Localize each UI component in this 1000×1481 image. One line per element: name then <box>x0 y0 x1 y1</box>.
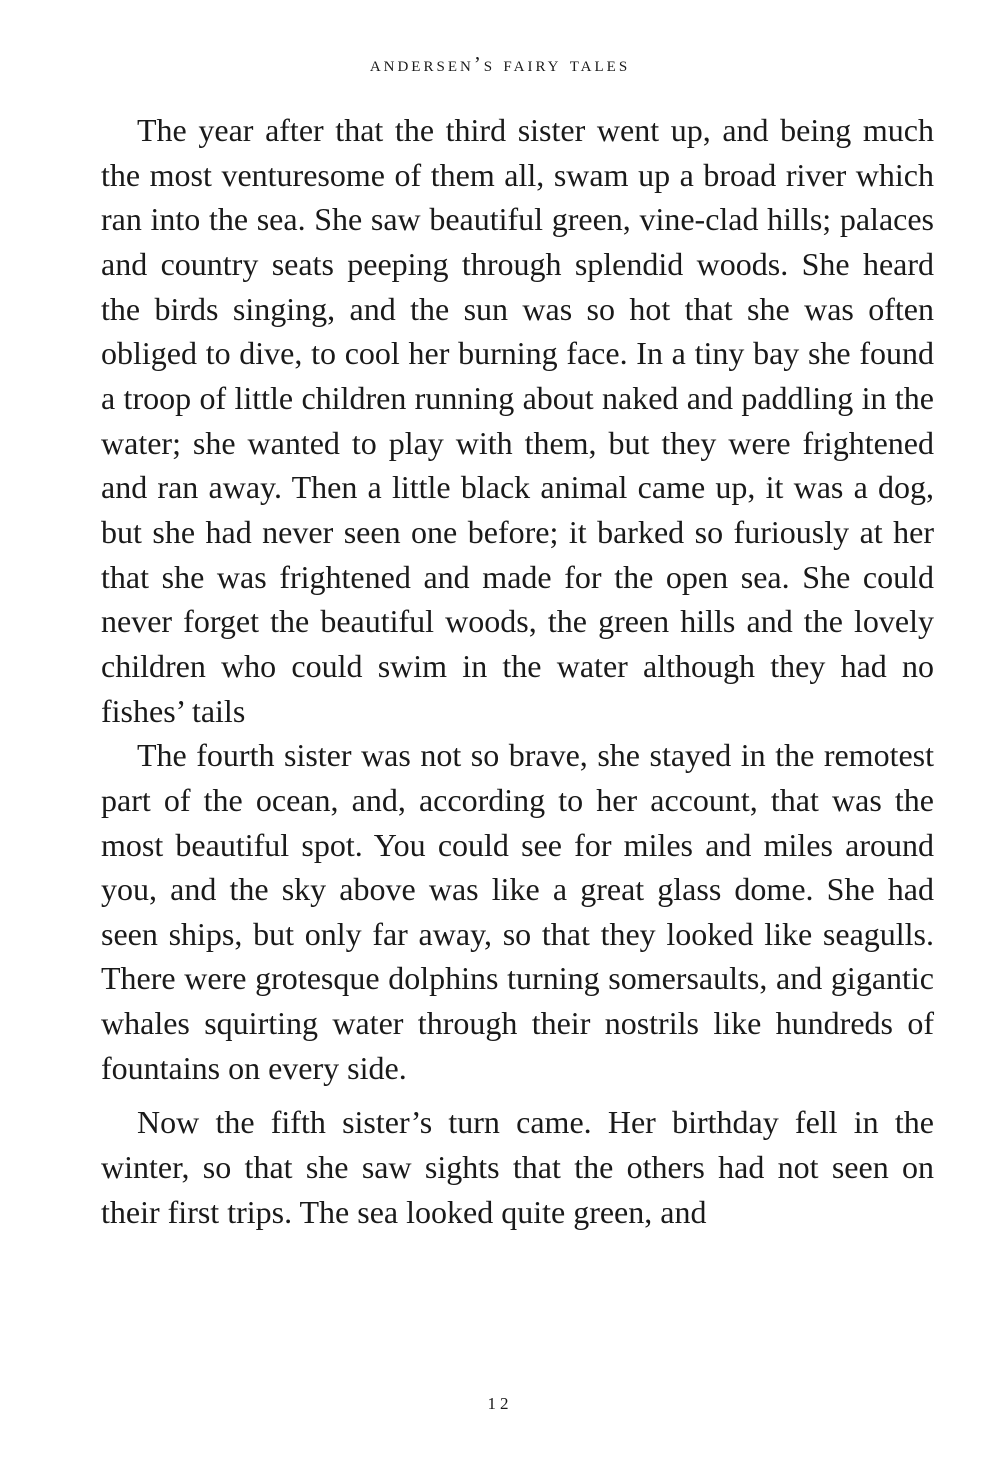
paragraph-fourth-sister: The fourth sister was not so brave, she stayed in the remotest part of the ocean, and, according to her account, that was the most beautiful spot. You could see for miles and miles around you, and the sky above was like a great glass dome. She had seen ships, but only far away, so that they looked like seagulls. There were grotesque dolphins turning somersaults, and gigantic whales squirting water through their nostrils like hundreds of fountains on every side. <box>101 737 934 1086</box>
running-head: andersen’s fairy tales <box>369 52 631 76</box>
page-number: 12 <box>487 1394 513 1413</box>
paragraph-fifth-sister: Now the fifth sister’s turn came. Her birthday fell in the winter, so that she saw sights that the others had not seen on their first trips. The sea looked quite green, and <box>101 1104 934 1230</box>
body-text <box>101 108 934 1234</box>
paragraph-third-sister: The year after that the third sister went up, and being much the most venturesome of them all, swam up a broad river which ran into the sea. She saw beautiful green, vine-clad hills; palaces and country seats peeping through splendid woods. She heard the birds singing, and the sun was so hot that she was often obliged to dive, to cool her burning face. In a tiny bay she found a troop of little children running about naked and paddling in the water; she wanted to play with them, but they were frightened and ran away. Then a little black animal came up, it was a dog, but she had never seen one before; it barked so furiously at her that she was frightened and made for the open sea. She could never forget the beautiful woods, the green hills and the lovely children who could swim in the water although they had no fishes’ tails <box>101 112 934 729</box>
